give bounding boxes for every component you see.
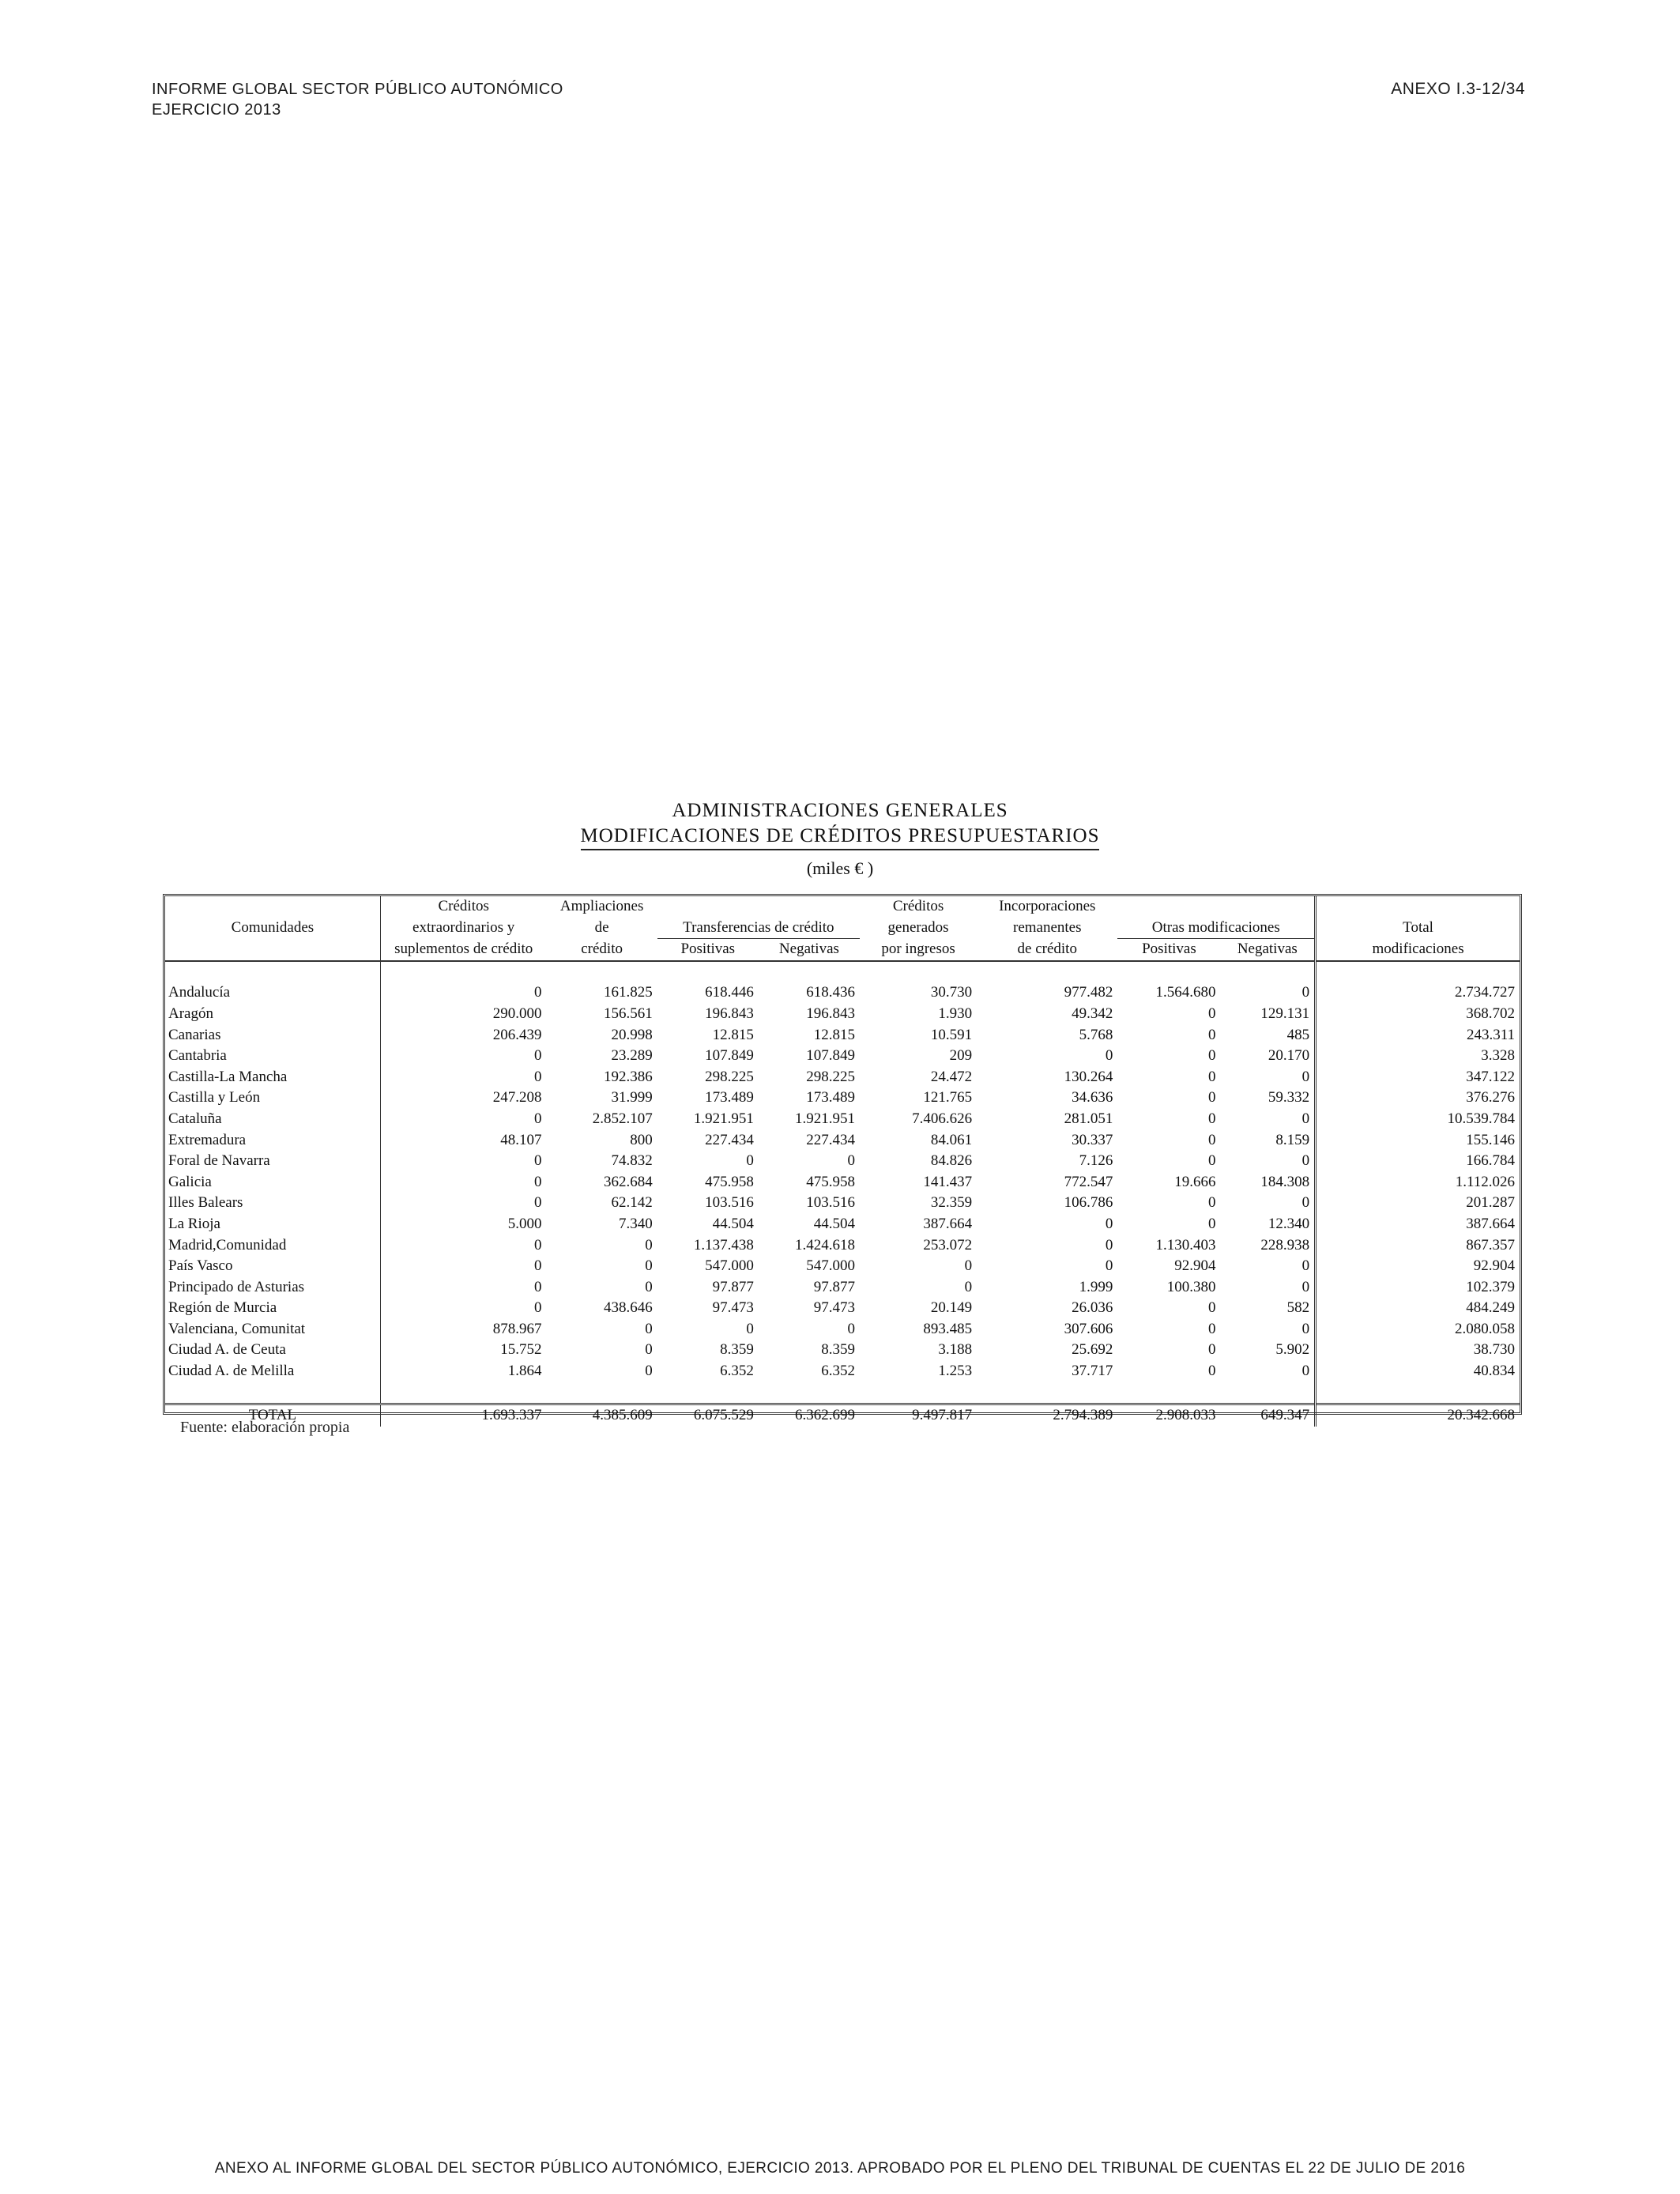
value-cell: 387.664 xyxy=(923,1215,973,1232)
value-cell: 10.591 xyxy=(930,1026,973,1043)
value-cell: 156.561 xyxy=(603,1005,653,1022)
value-cell: 8.359 xyxy=(821,1341,855,1359)
value-cell: 20.998 xyxy=(611,1026,653,1043)
row-total-cell: 201.287 xyxy=(1466,1194,1515,1212)
value-cell: 290.000 xyxy=(492,1005,542,1022)
table-row xyxy=(165,1151,1520,1172)
report-year: EJERCICIO 2013 xyxy=(152,101,281,119)
col-extra-header: Créditos xyxy=(438,898,489,914)
community-name: Principado de Asturias xyxy=(165,1277,380,1299)
value-cell: 97.473 xyxy=(712,1299,754,1317)
value-cell: 0 xyxy=(534,1110,542,1127)
row-total-cell: 1.112.026 xyxy=(1455,1173,1515,1190)
value-cell: 0 xyxy=(1221,1067,1316,1088)
value-cell: 0 xyxy=(1208,1341,1216,1359)
value-cell: 103.516 xyxy=(705,1194,754,1212)
value-cell: 0 xyxy=(1208,1026,1216,1043)
community-name: Canarias xyxy=(165,1025,380,1046)
value-cell: 0 xyxy=(1221,982,1316,1004)
value-cell: 106.786 xyxy=(1064,1194,1113,1212)
value-cell: 253.072 xyxy=(923,1236,973,1253)
total-row xyxy=(165,1404,1520,1427)
row-total-cell: 347.122 xyxy=(1466,1068,1515,1085)
value-cell: 6.352 xyxy=(821,1363,855,1380)
row-total-cell: 376.276 xyxy=(1466,1089,1515,1106)
value-cell: 0 xyxy=(746,1152,754,1170)
value-cell: 0 xyxy=(534,1236,542,1253)
value-cell: 209 xyxy=(949,1047,973,1065)
community-name: Aragón xyxy=(165,1004,380,1025)
value-cell: 0 xyxy=(964,1278,973,1295)
value-cell: 184.308 xyxy=(1221,1172,1316,1193)
value-cell: 5.000 xyxy=(507,1215,542,1232)
value-cell: 8.159 xyxy=(1221,1130,1316,1152)
value-cell: 24.472 xyxy=(930,1068,973,1085)
value-cell: 84.826 xyxy=(930,1152,973,1170)
col-ampl-header-3: crédito xyxy=(547,939,657,961)
value-cell: 1.130.403 xyxy=(1155,1236,1216,1253)
total-cell: 1.693.337 xyxy=(380,1404,546,1427)
value-cell: 227.434 xyxy=(705,1131,754,1148)
table-row xyxy=(165,1214,1520,1235)
table-row xyxy=(165,1130,1520,1152)
value-cell: 173.489 xyxy=(705,1089,754,1106)
table-row xyxy=(165,1088,1520,1109)
value-cell: 0 xyxy=(645,1320,653,1337)
value-cell: 547.000 xyxy=(806,1257,855,1275)
value-cell: 0 xyxy=(645,1278,653,1295)
col-inc-header-3: de crédito xyxy=(977,939,1117,961)
value-cell: 6.352 xyxy=(720,1363,754,1380)
community-name: Castilla y León xyxy=(165,1088,380,1109)
value-cell: 0 xyxy=(645,1341,653,1359)
table-row xyxy=(165,1361,1520,1382)
value-cell: 0 xyxy=(847,1320,855,1337)
value-cell: 281.051 xyxy=(1064,1110,1113,1127)
header-row-3 xyxy=(165,939,1520,961)
value-cell: 97.473 xyxy=(813,1299,855,1317)
value-cell: 12.340 xyxy=(1221,1214,1316,1235)
row-total-cell: 2.734.727 xyxy=(1455,984,1515,1001)
table-row xyxy=(165,1193,1520,1214)
value-cell: 130.264 xyxy=(1064,1068,1113,1085)
col-gen-header: Créditos xyxy=(892,898,944,914)
total-cell: 4.385.609 xyxy=(547,1404,657,1427)
value-cell: 161.825 xyxy=(603,984,653,1001)
value-cell: 44.504 xyxy=(813,1215,855,1232)
value-cell: 0 xyxy=(1208,1089,1216,1106)
value-cell: 1.137.438 xyxy=(693,1236,754,1253)
value-cell: 7.126 xyxy=(1079,1152,1113,1170)
table-row xyxy=(165,1298,1520,1319)
community-name: País Vasco xyxy=(165,1256,380,1277)
unit-label: (miles € ) xyxy=(806,858,874,878)
value-cell: 878.967 xyxy=(492,1320,542,1337)
value-cell: 0 xyxy=(534,1068,542,1085)
value-cell: 141.437 xyxy=(923,1173,973,1190)
value-cell: 192.386 xyxy=(603,1068,653,1085)
value-cell: 5.768 xyxy=(1079,1026,1113,1043)
value-cell: 0 xyxy=(1208,1299,1216,1317)
row-total-cell: 166.784 xyxy=(1466,1152,1515,1170)
value-cell: 121.765 xyxy=(923,1089,973,1106)
value-cell: 0 xyxy=(1221,1256,1316,1277)
community-name: Ciudad A. de Melilla xyxy=(165,1361,380,1382)
col-comunidades-header: Comunidades xyxy=(165,918,380,939)
value-cell: 0 xyxy=(534,1194,542,1212)
value-cell: 12.815 xyxy=(813,1026,855,1043)
total-cell: 6.075.529 xyxy=(657,1404,759,1427)
value-cell: 618.446 xyxy=(705,984,754,1001)
value-cell: 107.849 xyxy=(806,1047,855,1065)
col-transf-pos-header: Positivas xyxy=(657,939,759,961)
total-label: TOTAL xyxy=(165,1404,380,1427)
value-cell: 228.938 xyxy=(1221,1235,1316,1257)
value-cell: 107.849 xyxy=(705,1047,754,1065)
community-name: Castilla-La Mancha xyxy=(165,1067,380,1088)
value-cell: 1.921.951 xyxy=(693,1110,754,1127)
value-cell: 0 xyxy=(534,1299,542,1317)
value-cell: 100.380 xyxy=(1166,1278,1216,1295)
value-cell: 20.149 xyxy=(930,1299,973,1317)
value-cell: 298.225 xyxy=(806,1068,855,1085)
value-cell: 92.904 xyxy=(1174,1257,1216,1275)
value-cell: 97.877 xyxy=(712,1278,754,1295)
table-row xyxy=(165,1109,1520,1130)
value-cell: 7.340 xyxy=(618,1215,653,1232)
value-cell: 485 xyxy=(1221,1025,1316,1046)
row-total-cell: 102.379 xyxy=(1466,1278,1515,1295)
value-cell: 7.406.626 xyxy=(912,1110,973,1127)
row-total-cell: 867.357 xyxy=(1466,1236,1515,1253)
value-cell: 0 xyxy=(1221,1361,1316,1382)
value-cell: 0 xyxy=(534,1173,542,1190)
value-cell: 547.000 xyxy=(705,1257,754,1275)
value-cell: 49.342 xyxy=(1072,1005,1113,1022)
value-cell: 475.958 xyxy=(705,1173,754,1190)
value-cell: 19.666 xyxy=(1174,1173,1216,1190)
budget-modifications-table xyxy=(163,894,1522,1424)
annex-number: ANEXO I.3-12/34 xyxy=(1391,80,1525,98)
row-total-cell: 2.080.058 xyxy=(1455,1320,1515,1337)
value-cell: 1.930 xyxy=(938,1005,973,1022)
value-cell: 34.636 xyxy=(1072,1089,1113,1106)
value-cell: 800 xyxy=(630,1131,653,1148)
community-name: Ciudad A. de Ceuta xyxy=(165,1340,380,1361)
value-cell: 618.436 xyxy=(806,984,855,1001)
row-total-cell: 368.702 xyxy=(1466,1005,1515,1022)
value-cell: 0 xyxy=(1221,1277,1316,1299)
value-cell: 772.547 xyxy=(1064,1173,1113,1190)
value-cell: 0 xyxy=(1208,1068,1216,1085)
value-cell: 977.482 xyxy=(1064,984,1113,1001)
value-cell: 438.646 xyxy=(603,1299,653,1317)
value-cell: 31.999 xyxy=(611,1089,653,1106)
grand-total-cell: 20.342.668 xyxy=(1316,1404,1520,1427)
total-cell: 2.908.033 xyxy=(1117,1404,1220,1427)
value-cell: 44.504 xyxy=(712,1215,754,1232)
col-total-header: Total xyxy=(1403,919,1433,937)
table-row xyxy=(165,1340,1520,1361)
value-cell: 0 xyxy=(1105,1215,1113,1232)
value-cell: 307.606 xyxy=(1064,1320,1113,1337)
value-cell: 0 xyxy=(645,1236,653,1253)
col-extra-header-2: extraordinarios y xyxy=(412,919,515,937)
value-cell: 0 xyxy=(1208,1110,1216,1127)
value-cell: 1.564.680 xyxy=(1155,984,1216,1001)
value-cell: 30.337 xyxy=(1072,1131,1113,1148)
value-cell: 37.717 xyxy=(1072,1363,1113,1380)
value-cell: 0 xyxy=(534,984,542,1001)
value-cell: 15.752 xyxy=(500,1341,542,1359)
col-gen-header-3: por ingresos xyxy=(860,939,977,961)
report-header xyxy=(152,79,563,120)
value-cell: 23.289 xyxy=(611,1047,653,1065)
page-footer: ANEXO AL INFORME GLOBAL DEL SECTOR PÚBLICO AUTONÓMICO, EJERCICIO 2013. APROBADO POR EL PLENO DEL TRIBUNAL DE CUENTAS EL 22 DE JULIO DE 2016 xyxy=(214,2160,1466,2177)
value-cell: 0 xyxy=(534,1257,542,1275)
value-cell: 0 xyxy=(1208,1320,1216,1337)
value-cell: 5.902 xyxy=(1221,1340,1316,1361)
value-cell: 30.730 xyxy=(930,984,973,1001)
col-inc-header: Incorporaciones xyxy=(999,898,1096,914)
value-cell: 0 xyxy=(1221,1193,1316,1214)
value-cell: 247.208 xyxy=(492,1089,542,1106)
col-transf-neg-header: Negativas xyxy=(759,939,860,961)
col-gen-header-2: generados xyxy=(887,919,949,937)
table-row xyxy=(165,1256,1520,1277)
community-name: Extremadura xyxy=(165,1130,380,1152)
other-mods-group-header: Otras modificaciones xyxy=(1117,918,1315,939)
value-cell: 0 xyxy=(1105,1257,1113,1275)
table-row xyxy=(165,1004,1520,1025)
row-total-cell: 10.539.784 xyxy=(1447,1110,1515,1127)
col-ampl-header: Ampliaciones xyxy=(559,898,644,914)
row-total-cell: 92.904 xyxy=(1473,1257,1515,1275)
value-cell: 227.434 xyxy=(806,1131,855,1148)
value-cell: 196.843 xyxy=(806,1005,855,1022)
source-note: Fuente: elaboración propia xyxy=(180,1419,350,1436)
value-cell: 0 xyxy=(1221,1109,1316,1130)
header-row-1 xyxy=(165,896,1520,918)
value-cell: 1.864 xyxy=(507,1363,542,1380)
value-cell: 0 xyxy=(534,1278,542,1295)
col-otras-neg-header: Negativas xyxy=(1221,939,1316,961)
value-cell: 196.843 xyxy=(705,1005,754,1022)
row-total-cell: 484.249 xyxy=(1466,1299,1515,1317)
value-cell: 0 xyxy=(746,1320,754,1337)
value-cell: 0 xyxy=(1208,1215,1216,1232)
table-row xyxy=(165,1025,1520,1046)
value-cell: 0 xyxy=(1208,1194,1216,1212)
col-otras-pos-header: Positivas xyxy=(1117,939,1220,961)
value-cell: 62.142 xyxy=(611,1194,653,1212)
community-name: Madrid,Comunidad xyxy=(165,1235,380,1257)
section-title: ADMINISTRACIONES GENERALES xyxy=(672,800,1008,821)
row-total-cell: 38.730 xyxy=(1473,1341,1515,1359)
value-cell: 0 xyxy=(534,1152,542,1170)
value-cell: 0 xyxy=(645,1257,653,1275)
header-row-2 xyxy=(165,918,1520,939)
community-name: Andalucía xyxy=(165,982,380,1004)
total-cell: 649.347 xyxy=(1221,1404,1316,1427)
value-cell: 0 xyxy=(534,1047,542,1065)
value-cell: 74.832 xyxy=(611,1152,653,1170)
value-cell: 362.684 xyxy=(603,1173,653,1190)
community-name: Illes Balears xyxy=(165,1193,380,1214)
table-row xyxy=(165,1046,1520,1067)
col-ampl-header-2: de xyxy=(594,919,609,937)
value-cell: 97.877 xyxy=(813,1278,855,1295)
value-cell: 26.036 xyxy=(1072,1299,1113,1317)
value-cell: 59.332 xyxy=(1221,1088,1316,1109)
value-cell: 1.253 xyxy=(938,1363,973,1380)
value-cell: 475.958 xyxy=(806,1173,855,1190)
transfers-group-header: Transferencias de crédito xyxy=(657,918,860,939)
table-row xyxy=(165,1235,1520,1257)
total-cell: 6.362.699 xyxy=(759,1404,860,1427)
value-cell: 103.516 xyxy=(806,1194,855,1212)
row-total-cell: 3.328 xyxy=(1481,1047,1515,1065)
value-cell: 129.131 xyxy=(1221,1004,1316,1025)
value-cell: 48.107 xyxy=(500,1131,542,1148)
col-total-header-2: modificaciones xyxy=(1316,939,1520,961)
value-cell: 32.359 xyxy=(930,1194,973,1212)
value-cell: 0 xyxy=(1221,1319,1316,1340)
value-cell: 893.485 xyxy=(923,1320,973,1337)
value-cell: 0 xyxy=(1208,1363,1216,1380)
table-row xyxy=(165,1067,1520,1088)
value-cell: 0 xyxy=(847,1152,855,1170)
value-cell: 0 xyxy=(1208,1131,1216,1148)
value-cell: 2.852.107 xyxy=(592,1110,653,1127)
table-row xyxy=(165,1319,1520,1340)
value-cell: 0 xyxy=(1208,1005,1216,1022)
value-cell: 8.359 xyxy=(720,1341,754,1359)
value-cell: 12.815 xyxy=(712,1026,754,1043)
value-cell: 1.999 xyxy=(1079,1278,1113,1295)
table-title: MODIFICACIONES DE CRÉDITOS PRESUPUESTARIOS xyxy=(581,824,1100,850)
community-name: La Rioja xyxy=(165,1214,380,1235)
total-cell: 2.794.389 xyxy=(977,1404,1117,1427)
community-name: Galicia xyxy=(165,1172,380,1193)
community-name: Región de Murcia xyxy=(165,1298,380,1319)
col-extra-header-3: suplementos de crédito xyxy=(380,939,546,961)
table-row xyxy=(165,982,1520,1004)
value-cell: 0 xyxy=(1105,1236,1113,1253)
value-cell: 206.439 xyxy=(492,1026,542,1043)
row-total-cell: 155.146 xyxy=(1466,1131,1515,1148)
value-cell: 1.424.618 xyxy=(794,1236,855,1253)
row-total-cell: 40.834 xyxy=(1473,1363,1515,1380)
row-total-cell: 243.311 xyxy=(1466,1026,1515,1043)
total-cell: 9.497.817 xyxy=(860,1404,977,1427)
value-cell: 298.225 xyxy=(705,1068,754,1085)
community-name: Foral de Navarra xyxy=(165,1151,380,1172)
value-cell: 173.489 xyxy=(806,1089,855,1106)
table-titles xyxy=(0,798,1680,882)
value-cell: 0 xyxy=(1221,1151,1316,1172)
value-cell: 1.921.951 xyxy=(794,1110,855,1127)
value-cell: 84.061 xyxy=(930,1131,973,1148)
table-row xyxy=(165,1172,1520,1193)
report-title: INFORME GLOBAL SECTOR PÚBLICO AUTONÓMICO xyxy=(152,81,563,98)
value-cell: 0 xyxy=(964,1257,973,1275)
col-inc-header-2: remanentes xyxy=(1013,919,1082,937)
value-cell: 20.170 xyxy=(1221,1046,1316,1067)
community-name: Cataluña xyxy=(165,1109,380,1130)
value-cell: 0 xyxy=(1105,1047,1113,1065)
community-name: Cantabria xyxy=(165,1046,380,1067)
value-cell: 25.692 xyxy=(1072,1341,1113,1359)
value-cell: 0 xyxy=(645,1363,653,1380)
value-cell: 582 xyxy=(1221,1298,1316,1319)
value-cell: 3.188 xyxy=(938,1341,973,1359)
value-cell: 0 xyxy=(1208,1047,1216,1065)
table-row xyxy=(165,1277,1520,1299)
value-cell: 0 xyxy=(1208,1152,1216,1170)
community-name: Valenciana, Comunitat xyxy=(165,1319,380,1340)
row-total-cell: 387.664 xyxy=(1466,1215,1515,1232)
